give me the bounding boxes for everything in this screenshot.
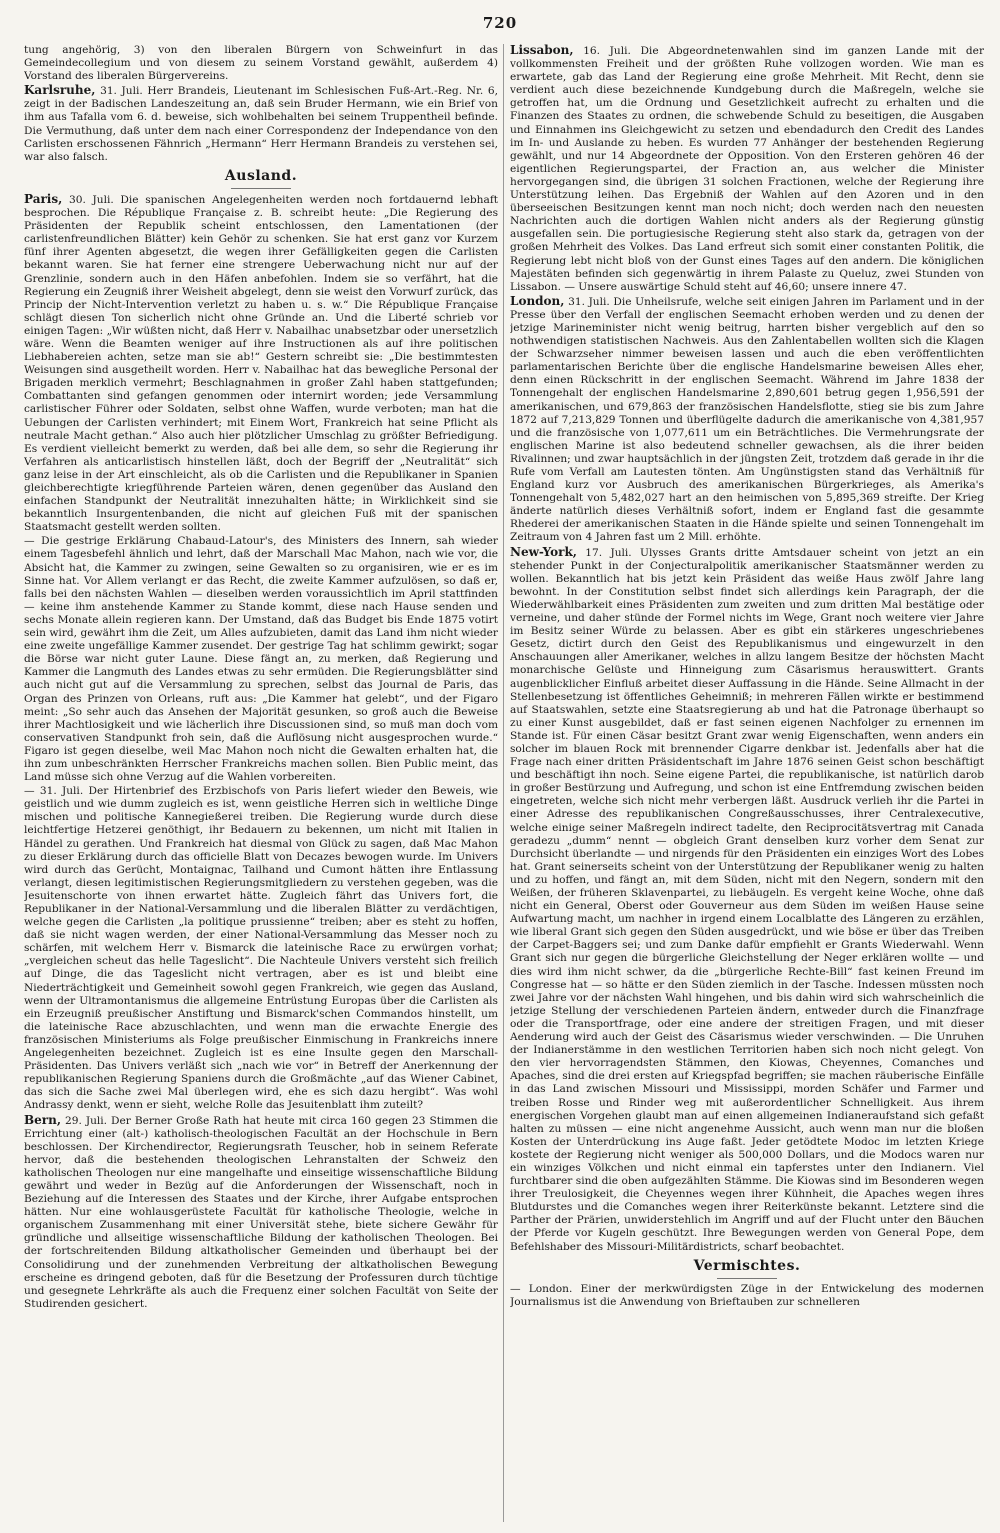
left-column [24, 44, 498, 1522]
article-text: Die Abgeordnetenwahlen sind im ganzen Lande mit der vollkommensten Freiheit und der größten Ruhe vollzogen worden. Wie man es erwartete, gab das Land der Regierung eine große Mehrheit. Mit Recht, denn sie verdient auch diese bezeichnende Kundgebung durch die Maßregeln, welche sie getroffen hat, um die Ordnung und Gesetzlichkeit aufrecht zu erhalten und die Finanzen des Staates zu ordnen, die schwebende Schuld zu beseitigen, die Ausgaben und Einnahmen ins Gleichgewicht zu setzen und ebendadurch den Credit des Landes im In- und Auslande zu heben. Es wurden 77 Anhänger der bestehenden Regierung gewählt, und nur 14 Abgeordnete der Opposition. Von den Ersteren gehören 46 der eigentlichen Regierungspartei, der Fraction an, aus welcher die Minister hervorgegangen sind, die übrigen 31 solchen Fractionen, welche der Regierung ihre Unterstützung leihen. Das Ergebniß der Wahlen auf den Azoren und in den überseeischen Besitzungen kennt man noch nicht; doch werden nach den neuesten Nachrichten auch die dortigen Wahlen nicht anders als der Regierung günstig ausgefallen sein. Die portugiesische Regierung steht also stark da, getragen von der großen Mehrheit des Volkes. Das Land erfreut sich somit einer constanten Politik, die Regierung lebt nicht bloß von der Gunst eines Tages auf den andern. Die königlichen Majestäten befinden sich gegenwärtig in ihrem Palaste zu Queluz, zwei Stunden von Lissabon. — Unsere auswärtige Schuld steht auf 46,60; unsere innere 47. [510, 45, 984, 293]
page-number: 720 [482, 14, 518, 32]
article-text: Der Berner Große Rath hat heute mit circa 160 gegen 23 Stimmen die Errichtung einer (alt-) katholisch-theologischen Facultät an der Hochschule in Bern beschlossen. Der Kirchendirector, Regierungsrath Teuscher, hob in seinem Referate hervor, daß die bestehenden theologischen Lehranstalten der Schweiz den katholischen Theologen nur eine mangelhafte und einseitige wissenschaftliche Bildung gewährt und weder in Bezüg auf die Anforderungen der Wissenschaft, noch in Beziehung auf die Interessen des Staates und der Kirche, ihrer Aufgabe entsprochen hätten. Nur eine wohlausgerüstete Facultät für katholische Theologie, welche in organischem Zusammenhang mit einer Universität stehe, biete sichere Gewähr für gründliche und allseitige wissenschaftliche Bildung der katholischen Theologen. Bei der fortschreitenden Bildung altkatholischer Gemeinden und überhaupt bei der Consolidirung und der zunehmenden Verbreitung der altkatholischen Bewegung erscheine es dringend geboten, daß für die Besetzung der Professuren durch tüchtige und gesegnete Lehrkräfte als auch die Frequenz einer solchen Facultät von Seite der Studirenden gesichert. [24, 1114, 498, 1310]
article-text: — 31. Juli. Der Hirtenbrief des Erzbischofs von Paris liefert wieder den Beweis, wie geistlich und wie dumm zugleich es ist, wenn geistliche Herren sich in weltliche Dinge mischen und politische Kannegießerei treiben. Die Regierung wurde durch diese leichtfertige Hetzerei genöthigt, ihr Bedauern zu bekennen, um nicht mit Italien in Händel zu gerathen. Und Frankreich hat diesmal von Glück zu sagen, daß Mac Mahon zu dieser Erklärung durch das officielle Blatt von Decazes bewogen wurde. Im Univers wird durch das Gerücht, Montaignac, Tailhand und Cumont hätten ihre Entlassung verlangt, diesen legitimistischen Regierungsmitgliedern zu verstehen gegeben, was die Jesuitenschorte von ihnen erwartet hätte. Zugleich fährt das Univers fort, die Republikaner in der National-Versammlung und die liberalen Blätter zu verdächtigen, welche gegen die Carlisten „la politique prussienne“ treiben; aber es steht zu hoffen, daß sie nicht wagen werden, der einer National-Versammlung das Messer noch zu schärfen, mit welchem Herr v. Bismarck die lateinische Race zu erwürgen vorhat; „vergleichen scheut das helle Tageslicht“. Die Nachteule Univers versteht sich freilich auf Dinge, die das Tageslicht nicht vertragen, aber es ist und bleibt eine Niederträchtigkeit und Gemeinheit sowohl gegen Frankreich, wie gegen das Ausland, wenn der Ultramontanismus die allgemeine Entrüstung Europas über die Carlisten als ein Erzeugniß preußischer Anstiftung und Bismarck'schen Commandos hinstellt, um die lateinische Race abzuschlachten, und wenn man die erwachte Energie des französischen Ministeriums als Folge preußischer Einmischung in Frankreichs innere Angelegenheiten bezeichnet. Zugleich ist es eine Insulte gegen den Marschall-Präsidenten. Das Univers verläßt sich „nach wie vor“ in Betreff der Anerkennung der republikanischen Regierung Spaniens durch die Großmächte „auf das Wiener Cabinet, das sich die Sache zwei Mal überlegen wird, ehe es sich dazu hergibt“. Was wohl Andrassy denkt, wenn er sieht, welche Rolle das Jesuitenblatt ihm zuteilt? [24, 785, 498, 1112]
article-dateline: London, [510, 293, 565, 308]
article-paragraph [24, 785, 498, 1112]
article-paragraph [510, 546, 984, 1254]
article-paragraph [24, 84, 498, 164]
article-dateline: New-York, [510, 544, 577, 559]
article-date: 29. Juli. [65, 1114, 108, 1127]
article-text: Herr Brandeis, Lieutenant im Schlesischen Fuß-Art.-Reg. Nr. 6, zeigt in der Badischen Landeszeitung an, daß sein Bruder Hermann, wie ein Brief von ihm aus Tafalla vom 6. d. beweise, sich wohlbehalten bei seinem Truppentheil befinde. Die Vermuthung, daß unter dem nach einer Correspondenz der Independance von den Carlisten erschossenen Fähnrich „Hermann“ Herr Hermann Brandeis zu verstehen sei, war also falsch. [24, 85, 498, 163]
article-paragraph [24, 44, 498, 83]
column-divider [503, 44, 504, 1522]
article-date: 16. Juli. [583, 45, 631, 57]
article-paragraph [24, 193, 498, 534]
article-date: 31. Juli. [100, 85, 143, 98]
section-rule [717, 1278, 777, 1279]
article-text: Die Unheilsrufe, welche seit einigen Jahren im Parlament und in der Presse über den Verfall der englischen Seemacht erhoben werden und zu denen der jetzige Marineminister nicht wenig beitrug, harrten bisher vergeblich auf den so nothwendigen statistischen Nachweis. Aus den Zahlentabellen wollten sich die Klagen der Schwarzseher nimmer beweisen lassen und auch die eben veröffentlichten parlamentarischen Berichte über die englische Handelsmarine beweisen Alles eher, denn einen Rückschritt in der englischen Seemacht. Während im Jahre 1838 der Tonnengehalt der englischen Handelsmarine 2,890,601 betrug gegen 1,956,591 der amerikanischen, und 679,863 der französischen Handelsflotte, stieg sie bis zum Jahre 1872 auf 7,213,829 Tonnen und überflügelte dadurch die amerikanische von 4,381,957 und die französische von 1,077,611 um ein Beträchtliches. Die Vermehrungsrate der englischen Marine ist also bedeutend schneller gewachsen, als die ihrer beiden Rivalinnen; und zwar hauptsächlich in der jüngsten Zeit, trotzdem daß gerade in ihr die Rufe vom Verfall am Lautesten tönten. Am Ungünstigsten stand das Verhältniß für England kurz vor Ausbruch des amerikanischen Bürgerkrieges, als Amerika's Tonnengehalt von 5,482,027 hart an den heimischen von 5,895,369 streifte. Der Krieg änderte natürlich dieses Verhältniß sofort, indem er England fast die gesammte Rhederei der amerikanischen Staaten in die Hände spielte und seinen Tonnengehalt im Zeitraum von 4 Jahren fast um 2 Mill. erhöhte. [510, 295, 984, 544]
section-rule [231, 188, 291, 189]
article-text: — Die gestrige Erklärung Chabaud-Latour's, des Ministers des Innern, sah wieder einem Tagesbefehl ähnlich und lehrt, daß der Marschall Mac Mahon, nach wie vor, die Absicht hat, die Kammer zu zwingen, seine Gewalten so zu organisiren, wie er es im Sinne hat. Vor Allem verlangt er das Recht, die zweite Kammer aufzulösen, so daß er, falls bei den nächsten Wahlen — dieselben werden voraussichtlich im April stattfinden — keine ihm anstehende Kammer zu Stande kommt, diese nach Hause senden und sechs Monate allein regieren kann. Der Umstand, daß das Budget bis Ende 1875 votirt sein wird, gewährt ihm die Zeit, um Alles aufzubieten, damit das Land ihm nicht wieder eine zweite ungefällige Kammer zusendet. Der gestrige Tag hat schlimm gewirkt; sogar die Börse war nicht guter Laune. Diese fängt an, zu merken, daß Regierung und Kammer die Langmuth des Landes etwas zu sehr ermüden. Die Regierungsblätter sind auch nicht gut auf die Versammlung zu sprechen, selbst das Journal de Paris, das Organ des Prinzen von Orleans, ruft aus: „Die Kammer hat gelebt“, und der Figaro meint: „So sehr auch das Ansehen der Majorität gesunken, so groß auch die Beweise ihrer Machtlosigkeit und wie lächerlich ihre Discussionen sind, so muß man doch vom conservativen Standpunkt froh sein, daß die Auflösung nicht ausgesprochen wurde.“ Figaro ist gegen dieselbe, weil Mac Mahon noch nicht die Gewalten erhalten hat, die ihn zum unbeschränkten Herrscher Frankreichs machen sollen. Bien Public meint, das Land müsse sich ohne Verzug auf die Wahlen vorbereiten. [24, 535, 498, 784]
article-dateline: Bern, [24, 1112, 62, 1127]
article-date: 31. Juli. [568, 295, 610, 308]
article-dateline: Lissabon, [510, 44, 574, 57]
article-date: 17. Juli. [585, 546, 632, 559]
article-date: 30. Juli. [68, 193, 114, 206]
article-text: Die spanischen Angelegenheiten werden noch fortdauernd lebhaft besprochen. Die République Française z. B. schreibt heute: „Die Regierung des Präsidenten der Republik scheint entschlossen, den Lamentationen (der carlistenfreundlichen Blätter) kein Gehör zu schenken. Sie hat erst ganz vor Kurzem fünf ihrer Agenten abgesetzt, die wegen ihrer Gefälligkeiten gegen die Carlisten bekannt waren. Sie hat ferner eine strengere Ueberwachung nicht nur auf der Grenzlinie, sondern auch in den Häfen anbefohlen. Indem sie so verfährt, hat die Regierung ein Zeugniß ihrer Weisheit abgelegt, denn sie weist den Vorwurf zurück, das Princip der Nicht-Intervention verletzt zu haben u. s. w.“ Die République Française schlägt diesen Ton sicherlich nicht ohne Gründe an. Und die Liberté schrieb vor einigen Tagen: „Wir wüßten nicht, daß Herr v. Nabailhac unabsetzbar oder unersetzlich wäre. Wenn die Beamten weniger auf ihre Instructionen als auf ihre politischen Liebhabereien achten, setze man sie ab!“ Gestern schreibt sie: „Die bestimmtesten Weisungen sind ausgetheilt worden. Herr v. Nabailhac hat das bewegliche Personal der Brigaden merklich vermehrt; Beschlagnahmen in großer Zahl haben stattgefunden; Combattanten sind gefangen genommen oder internirt worden; jede Versammlung carlistischer Führer oder Soldaten, selbst ohne Waffen, wurde verboten; man hat die Uebungen der Carlisten verhindert; mit Einem Wort, Frankreich hat seine Pflicht als neutrale Macht gethan.“ Also auch hier plötzlicher Umschlag zu größter Befriedigung. Es verdient vielleicht bemerkt zu werden, daß bei alle dem, so sehr die Regierung ihr Verfahren als anticarlistisch hinstellen läßt, doch der Begriff der „Neutralität“ sich ganz leise in der Art einschleicht, als ob die Carlisten und die Republikaner in Spanien gleichberechtigte kriegführende Parteien wären, denen gegenüber das Ausland den einfachen Standpunkt der Neutralität innezuhalten hätte; in Wirklichkeit sind sie bekanntlich Insurgentenbanden, die nicht auf gleichen Fuß mit der spanischen Staatsmacht gestellt werden sollten. [24, 193, 498, 534]
section-heading-ausland: Ausland. [224, 167, 298, 184]
article-paragraph [510, 44, 984, 294]
article-text: Ulysses Grants dritte Amtsdauer scheint von jetzt an ein stehender Punkt in der Conjecturalpolitik amerikanischer Staatsmänner werden zu wollen. Bekanntlich hat bis jetzt kein Präsident das weiße Haus zwölf Jahre lang bewohnt. In der Constitution selbst findet sich allerdings kein Paragraph, der die Wiederwählbarkeit eines Präsidenten zum zweiten und zum dritten Mal bestätige oder verneine, und daher stünde der Formel nichts im Wege, Grant noch weitere vier Jahre im Besitz seiner Würde zu belassen. Aber es gibt ein stärkeres ungeschriebenes Gesetz, dictirt durch den Geist des Republikanismus und eingewurzelt in den Anschauungen aller Amerikaner, welches in allzu langem Besitze der höchsten Macht monarchische Gelüste und Hinneigung zum Cäsarismus herauswittert. Grants augenblicklicher Einfluß arbeitet dieser Auffassung in die Hände. Seine Allmacht in der Stellenbesetzung ist öffentliches Geheimniß; in mehreren Fällen wirkte er bestimmend auf Staatswahlen, setzte eine Staatsregierung ab und hat die Patronage überhaupt so zu einer Kunst ausgebildet, daß er fast seinen eigenen Nachfolger zu ernennen im Stande ist. Für einen Cäsar besitzt Grant zwar wenig Eigenschaften, wenn anders ein solcher im blauen Rock mit brennender Cigarre denkbar ist. Jedenfalls aber hat die Frage nach einer dritten Präsidentschaft im Jahre 1876 seinen Geist schon beschäftigt und beschäftigt ihn noch. Seine eigene Partei, die republikanische, ist natürlich darob in großer Bestürzung und Aufregung, und schon ist eine Entfremdung zwischen beiden eingetreten, welche sich nicht mehr verbergen läßt. Ausdruck verlieh ihr die Partei in einer Adresse des republikanischen Congreßausschusses, ihrer Centralexecutive, welche einige seiner Maßregeln indirect tadelte, den Reciprocitätsvertrag mit Canada geradezu „dumm“ nennt — obgleich Grant denselben kurz vorher dem Senat zur Durchsicht überlandte — und nirgends für den Präsidenten ein einziges Wort des Lobes hat. Grant seinerseits scheint von der Unterstützung der Republikaner wenig zu halten und zu hoffen, und fängt an, mit dem Süden, nicht mit den Negern, sondern mit den Weißen, der früheren Sklavenpartei, zu liebäugeln. Es vergeht keine Woche, ohne daß nicht ein General, Oberst oder Gouverneur aus dem Süden im weißen Hause seine Aufwartung macht, um nachher in irgend einem Localblatte des Längeren zu erzählen, wie liberal Grant sich gegen den Süden ausgedrückt, und wie böse er über das Treiben der Carpet-Baggers sei; und zum Danke dafür empfiehlt er Grants Wiederwahl. Wenn Grant sich nur gegen die bürgerliche Gleichstellung der Neger erklären wollte — und dies wird ihm nicht schwer, da die „bürgerliche Rechte-Bill“ fast keinen Freund im Congresse hat — so hätte er den Süden ziemlich in der Tasche. Indessen müssten noch zwei Jahre vor der nächsten Wahl hingehen, und bis dahin wird sich wahrscheinlich die jetzige Stellung der verschiedenen Parteien ändern, entweder durch die Finanzfrage oder die Transportfrage, oder eine andere der streitigen Fragen, und mit dieser Aenderung wird auch der Geist des Cäsarismus wieder verschwinden. — Die Unruhen der Indianerstämme in den westlichen Territorien haben sich noch nicht gelegt. Von den vier hervorragendsten Stämmen, den Kiowas, Cheyennes, Comanches und Apaches, sind die drei ersten auf Kriegspfad begriffen; sie machen räuberische Einfälle in das Land zwischen Missouri und Mississippi, morden Schäfer und Farmer und treiben Rosse und Rinder weg mit außerordentlicher Schnelligkeit. Aus ihrem energischen Vorgehen glaubt man auf einen allgemeinen Indianeraufstand sich gefaßt halten zu müssen — eine nicht angenehme Aussicht, auch wenn man nur die bloßen Kosten der Unterdrückung ins Auge faßt. Jeder getödtete Modoc im letzten Kriege kostete der Regierung nicht weniger als 500,000 Dollars, und die Modocs waren nur ein winziges Völkchen und nicht einmal ein tapferstes unter den Indianern. Viel furchtbarer sind die oben aufgezählten Stämme. Die Kiowas sind im Besonderen wegen ihrer Treulosigkeit, die Cheyennes wegen ihrer Kühnheit, die Apaches wegen ihres Blutdurstes und die Comanches wegen ihrer Reiterkünste bekannt. Letztere sind die Parther der Prärien, unwiderstehlich im Angriff und auf der Flucht unter den Bäuchen der Pferde vor Kugeln geschützt. Ihre Bewegungen werden von General Pope, dem Befehlshaber des Missouri-Militärdistricts, scharf beobachtet. [510, 546, 984, 1253]
right-column [510, 44, 984, 1522]
article-paragraph [24, 535, 498, 784]
article-dateline: Paris, [24, 191, 63, 206]
article-paragraph [510, 295, 984, 545]
article-paragraph [24, 1114, 498, 1311]
article-text: — London. Einer der merkwürdigsten Züge in der Entwickelung des modernen Journalismus ist die Anwendung von Brieftauben zur schnelleren [510, 1282, 984, 1308]
article-paragraph [510, 1283, 984, 1309]
article-text: tung angehörig, 3) von den liberalen Bürgern von Schweinfurt in das Gemeindecollegium und von diesem zu seinem Vorstand gewählt, außerdem 4) Vorstand des liberalen Bürgervereins. [24, 44, 498, 83]
section-heading-vermischtes: Vermischtes. [693, 1257, 801, 1274]
article-dateline: Karlsruhe, [24, 83, 96, 98]
